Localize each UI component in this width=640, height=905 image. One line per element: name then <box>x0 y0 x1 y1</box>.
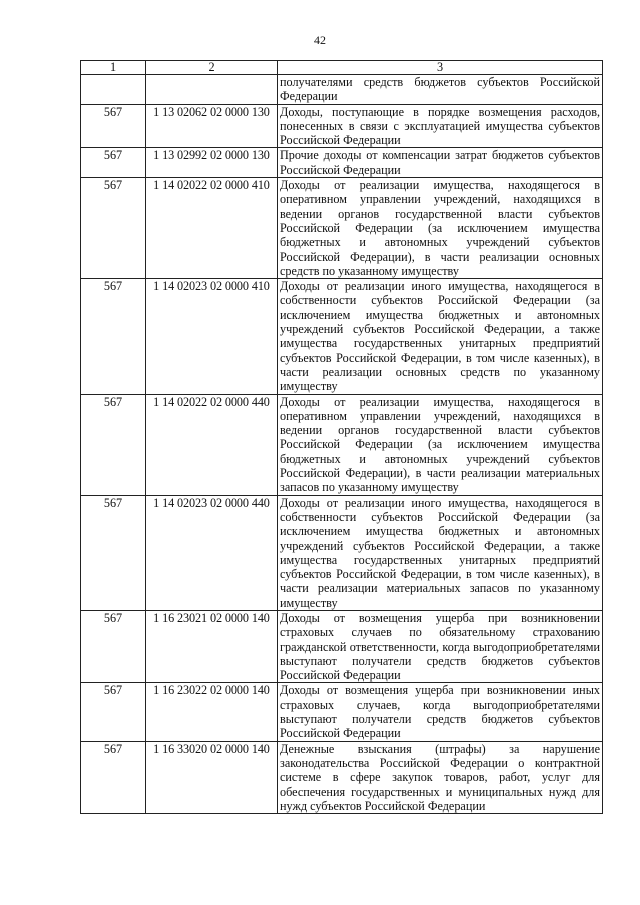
administrator-code: 567 <box>81 148 146 178</box>
table-header-row <box>81 61 603 75</box>
table-row <box>81 75 603 105</box>
revenue-description: Доходы от возмещения ущерба при возникновении страховых случаев по обязательному страхованию гражданской ответственности, когда выгодоприобретателями выступают получатели средств бюджетов субъектов Российской Федерации <box>278 610 603 682</box>
revenue-code-table <box>80 60 603 814</box>
table-row <box>81 495 603 610</box>
table-row <box>81 610 603 682</box>
table-row <box>81 178 603 279</box>
administrator-code: 567 <box>81 610 146 682</box>
administrator-code: 567 <box>81 279 146 394</box>
revenue-description: Доходы от реализации иного имущества, находящегося в собственности субъектов Российской Федерации (за исключением имущества бюджетных и автономных учреждений субъектов Российской Федерации, а также имущества государственных унитарных предприятий субъектов Российской Федерации, в том числе казенных), в части реализации основных средств по указанному имуществу <box>278 279 603 394</box>
revenue-code: 1 14 02022 02 0000 440 <box>146 394 278 495</box>
revenue-description: получателями средств бюджетов субъектов Российской Федерации <box>278 75 603 105</box>
table-row <box>81 741 603 813</box>
revenue-code: 1 16 23021 02 0000 140 <box>146 610 278 682</box>
table-row <box>81 104 603 148</box>
revenue-description: Доходы от реализации имущества, находящегося в оперативном управлении учреждений, находящихся в ведении органов государственной власти субъектов Российской Федерации (за исключением имущества бюджетных и автономных учреждений субъектов Российской Федерации), в части реализации основных средств по указанному имуществу <box>278 178 603 279</box>
revenue-code: 1 14 02023 02 0000 440 <box>146 495 278 610</box>
column-header-1: 1 <box>81 61 146 75</box>
revenue-description: Прочие доходы от компенсации затрат бюджетов субъектов Российской Федерации <box>278 148 603 178</box>
page-number: 42 <box>314 33 326 47</box>
revenue-code: 1 13 02992 02 0000 130 <box>146 148 278 178</box>
column-header-2: 2 <box>146 61 278 75</box>
revenue-description: Доходы от возмещения ущерба при возникновении иных страховых случаев, когда выгодоприобретателями выступают получатели средств бюджетов субъектов Российской Федерации <box>278 683 603 741</box>
table-row <box>81 683 603 741</box>
table-row <box>81 279 603 394</box>
revenue-code: 1 13 02062 02 0000 130 <box>146 104 278 148</box>
revenue-code: 1 16 23022 02 0000 140 <box>146 683 278 741</box>
revenue-description: Доходы от реализации иного имущества, находящегося в собственности субъектов Российской Федерации (за исключением имущества бюджетных и автономных учреждений субъектов Российской Федерации, а также имущества государственных унитарных предприятий субъектов Российской Федерации, в том числе казенных), в части реализации материальных запасов по указанному имуществу <box>278 495 603 610</box>
column-header-3: 3 <box>278 61 603 75</box>
table-row <box>81 148 603 178</box>
administrator-code: 567 <box>81 104 146 148</box>
revenue-code <box>146 75 278 105</box>
administrator-code: 567 <box>81 394 146 495</box>
administrator-code: 567 <box>81 178 146 279</box>
administrator-code: 567 <box>81 683 146 741</box>
table-row <box>81 394 603 495</box>
revenue-description: Денежные взыскания (штрафы) за нарушение законодательства Российской Федерации о контрактной системе в сфере закупок товаров, работ, услуг для обеспечения государственных и муниципальных нужд для нужд субъектов Российской Федерации <box>278 741 603 813</box>
revenue-description: Доходы от реализации имущества, находящегося в оперативном управлении учреждений, находящихся в ведении органов государственной власти субъектов Российской Федерации (за исключением имущества бюджетных и автономных учреждений субъектов Российской Федерации), в части реализации материальных запасов по указанному имуществу <box>278 394 603 495</box>
revenue-code: 1 14 02023 02 0000 410 <box>146 279 278 394</box>
revenue-description: Доходы, поступающие в порядке возмещения расходов, понесенных в связи с эксплуатацией имущества субъектов Российской Федерации <box>278 104 603 148</box>
administrator-code <box>81 75 146 105</box>
revenue-code: 1 16 33020 02 0000 140 <box>146 741 278 813</box>
administrator-code: 567 <box>81 741 146 813</box>
administrator-code: 567 <box>81 495 146 610</box>
revenue-code: 1 14 02022 02 0000 410 <box>146 178 278 279</box>
